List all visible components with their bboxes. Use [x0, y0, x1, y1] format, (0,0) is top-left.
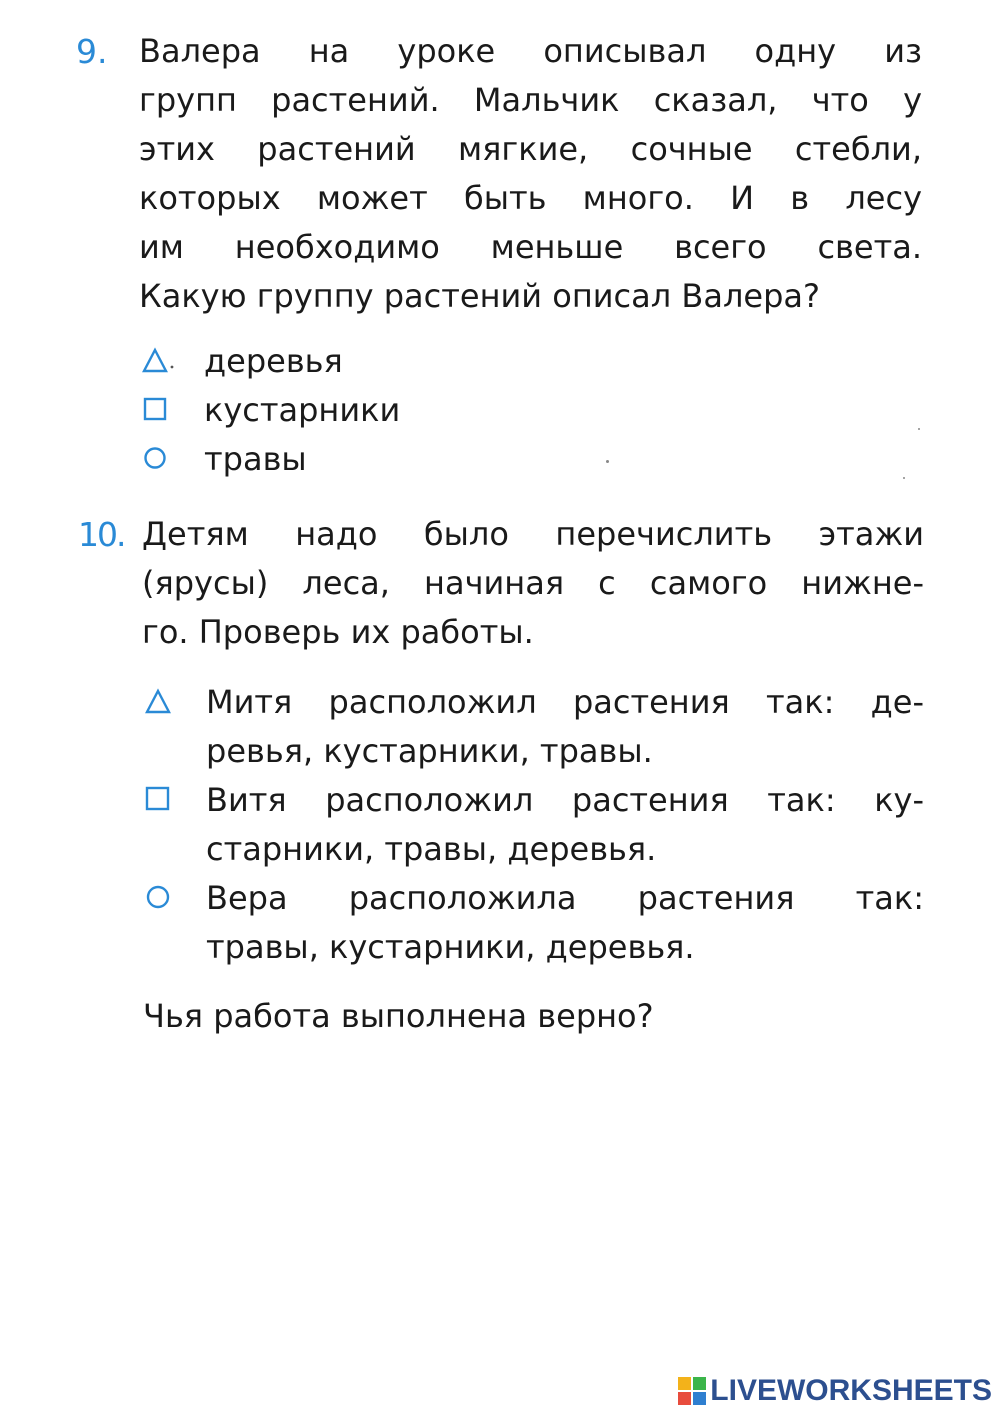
answer-option-text: травы, кустарники, деревья. — [206, 928, 695, 966]
square-icon — [142, 396, 170, 424]
triangle-icon — [142, 347, 176, 377]
question-text-line: го. Проверь их работы. — [142, 613, 534, 651]
answer-option-text: Витя расположил растения так: ку- — [206, 781, 924, 819]
question-text-line: Детям надо было перечислить этажи — [142, 515, 924, 553]
circle-icon — [144, 883, 174, 913]
question-number: 9. — [76, 32, 108, 71]
answer-option-text: кустарники — [204, 391, 401, 429]
answer-option-text: травы — [204, 440, 307, 478]
answer-option-text: Вера расположила растения так: — [206, 879, 924, 917]
scan-speck — [918, 428, 920, 430]
scan-speck — [903, 477, 905, 479]
question-number: 10. — [78, 515, 125, 554]
answer-option-text: старники, травы, деревья. — [206, 830, 657, 868]
question-text-line: им необходимо меньше всего света. — [139, 228, 922, 266]
question-text-line: групп растений. Мальчик сказал, что у — [139, 81, 922, 119]
square-icon — [144, 785, 174, 815]
circle-icon — [142, 445, 170, 473]
question-text-line: этих растений мягкие, сочные стебли, — [139, 130, 922, 168]
answer-option-text: деревья — [204, 342, 343, 380]
question-text-line: Валера на уроке описывал одну из — [139, 32, 922, 70]
watermark — [677, 1373, 992, 1409]
question-text-line: (ярусы) леса, начиная с самого нижне- — [142, 564, 924, 602]
question-text-line: которых может быть много. И в лесу — [139, 179, 922, 217]
liveworksheets-logo-icon — [677, 1376, 707, 1406]
closing-question: Чья работа выполнена верно? — [143, 997, 654, 1035]
watermark-text: LIVEWORKSHEETS — [710, 1374, 992, 1407]
scan-speck — [606, 460, 609, 463]
question-text-line: Какую группу растений описал Валера? — [139, 277, 820, 315]
answer-option-text: ревья, кустарники, травы. — [206, 732, 653, 770]
triangle-icon — [142, 688, 176, 718]
answer-option-text: Митя расположил растения так: де- — [206, 683, 924, 721]
